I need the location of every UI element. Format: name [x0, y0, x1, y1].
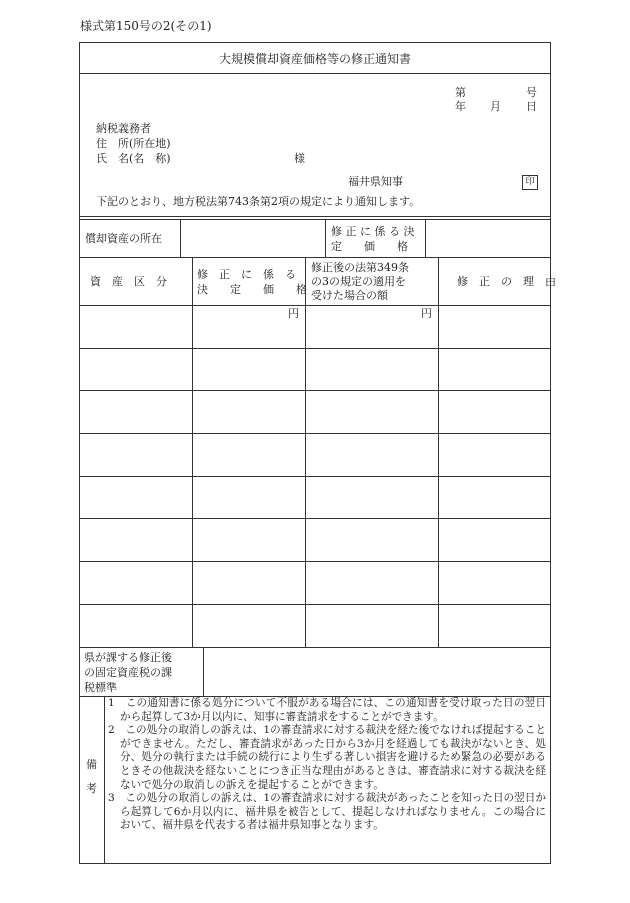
header-reason: 修 正 の 理 由 [457, 275, 556, 288]
notice-sentence: 下記のとおり、地方税法第743条第2項の規定により通知します。 [96, 195, 421, 208]
table-row [79, 604, 551, 605]
divider [438, 257, 439, 647]
table-row [79, 518, 551, 519]
header-corrected-price: 決 定 価 格 [197, 283, 307, 296]
table-row [79, 433, 551, 434]
header-law-amount: 受けた場合の額 [311, 289, 388, 302]
remark-item: 3 この処分の取消しの訴えは、1の審査請求に対する裁決があったことを知った日の翌日から起算して6か月以内に、福井県を被告として、提起しなければなりません。この場合において、福井県を代表する者は福井県知事となります。 [108, 792, 546, 832]
location-label: 償却資産の所在 [85, 232, 162, 245]
unit-yen: 円 [288, 307, 299, 320]
tax-standard-label: 県が課する修正後 [84, 651, 172, 664]
table-row [79, 348, 551, 349]
divider [79, 257, 551, 258]
address-label: 住 所(所在地) [96, 137, 171, 150]
remarks-label: 備 [86, 758, 97, 771]
header-law-amount: 修正後の法第349条 [311, 261, 409, 274]
table-row [79, 561, 551, 562]
seal-mark: 印 [522, 175, 538, 190]
tax-standard-label: の固定資産税の課 [84, 666, 172, 679]
date-year: 年 [455, 100, 466, 113]
remark-item: 1 この通知書に係る処分について不服がある場合には、この通知書を受け取った日の翌日から起算して3か月以内に、知事に審査請求をすることができます。 [108, 697, 546, 723]
remarks-label: 考 [86, 782, 97, 795]
number-prefix: 第 [455, 86, 466, 99]
name-label: 氏 名(名 称) [96, 152, 171, 165]
table-row [79, 390, 551, 391]
issuer-name: 福井県知事 [348, 175, 403, 188]
divider [104, 696, 105, 864]
divider [79, 216, 551, 217]
taxpayer-heading: 納税義務者 [96, 122, 151, 135]
date-day: 日 [526, 100, 537, 113]
remarks-notes [108, 697, 546, 833]
unit-yen: 円 [421, 307, 432, 320]
divider [203, 647, 204, 696]
header-law-amount: の3の規定の適用を [311, 275, 406, 288]
table-row [79, 476, 551, 477]
divider [79, 647, 551, 648]
divider [192, 257, 193, 647]
header-asset-category: 資 産 区 分 [90, 275, 167, 288]
divider [79, 305, 551, 306]
divider [79, 73, 551, 74]
date-month: 月 [490, 100, 501, 113]
tax-standard-label: 税標準 [84, 681, 117, 694]
divider [425, 219, 426, 257]
remark-item: 2 この処分の取消しの訴えは、1の審査請求に対する裁決を経た後でなければ提起することができません。ただし、審査請求があった日から3か月を経過しても裁決がないとき、処分、処分の執行または手続の続行により生ずる著しい損害を避けるため緊急の必要があるときその他裁決を経ないことにつき正当な理由があるときは、審査請求に対する裁決を経ないで処分の取消しの訴えを提起することができます。 [108, 724, 546, 791]
document-title: 大規模償却資産価格等の修正通知書 [218, 52, 411, 66]
divider [180, 219, 181, 257]
divider [79, 219, 551, 220]
number-suffix: 号 [526, 86, 537, 99]
divider [325, 219, 326, 257]
header-corrected-price: 修 正 に 係 る [197, 268, 296, 281]
decided-price-label: 修 正 に 係 る 決 [331, 225, 415, 238]
decided-price-label: 定 価 格 [331, 240, 408, 253]
divider [305, 257, 306, 647]
honorific: 様 [294, 152, 305, 165]
form-number: 様式第150号の2(その1) [80, 19, 212, 33]
